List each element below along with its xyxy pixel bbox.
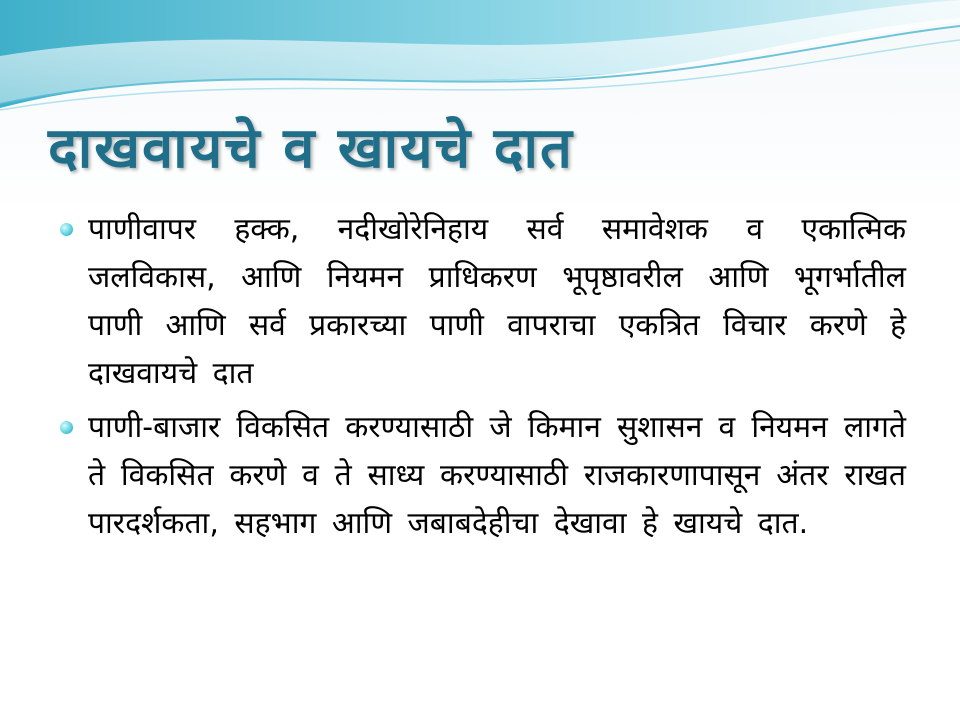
bullet-text: पाणी-बाजार विकसित करण्यासाठी जे किमान सुशासन व नियमन लागते ते विकसित करणे व ते साध्य करण्यासाठी राजकारणापासून अंतर राखत पारदर्शकता, सहभाग आणि जबाबदेहीचा देखावा हे खायचे दात. xyxy=(88,410,906,541)
bullet-dot-icon xyxy=(60,421,73,434)
bullet-item xyxy=(56,206,906,398)
bullet-list xyxy=(56,206,906,548)
slide-title: दाखवायचे व खायचे दात xyxy=(48,116,574,181)
slide-content xyxy=(56,206,906,686)
bullet-text: पाणीवापर हक्क, नदीखोरेनिहाय सर्व समावेशक व एकात्मिक जलविकास, आणि नियमन प्राधिकरण भूपृष्ठावरील आणि भूगर्भातील पाणी आणि सर्व प्रकारच्या पाणी वापराचा एकत्रित विचार करणे हे दाखवायचे दात xyxy=(88,212,906,391)
bullet-dot-icon xyxy=(60,223,73,236)
bullet-item xyxy=(56,404,906,548)
